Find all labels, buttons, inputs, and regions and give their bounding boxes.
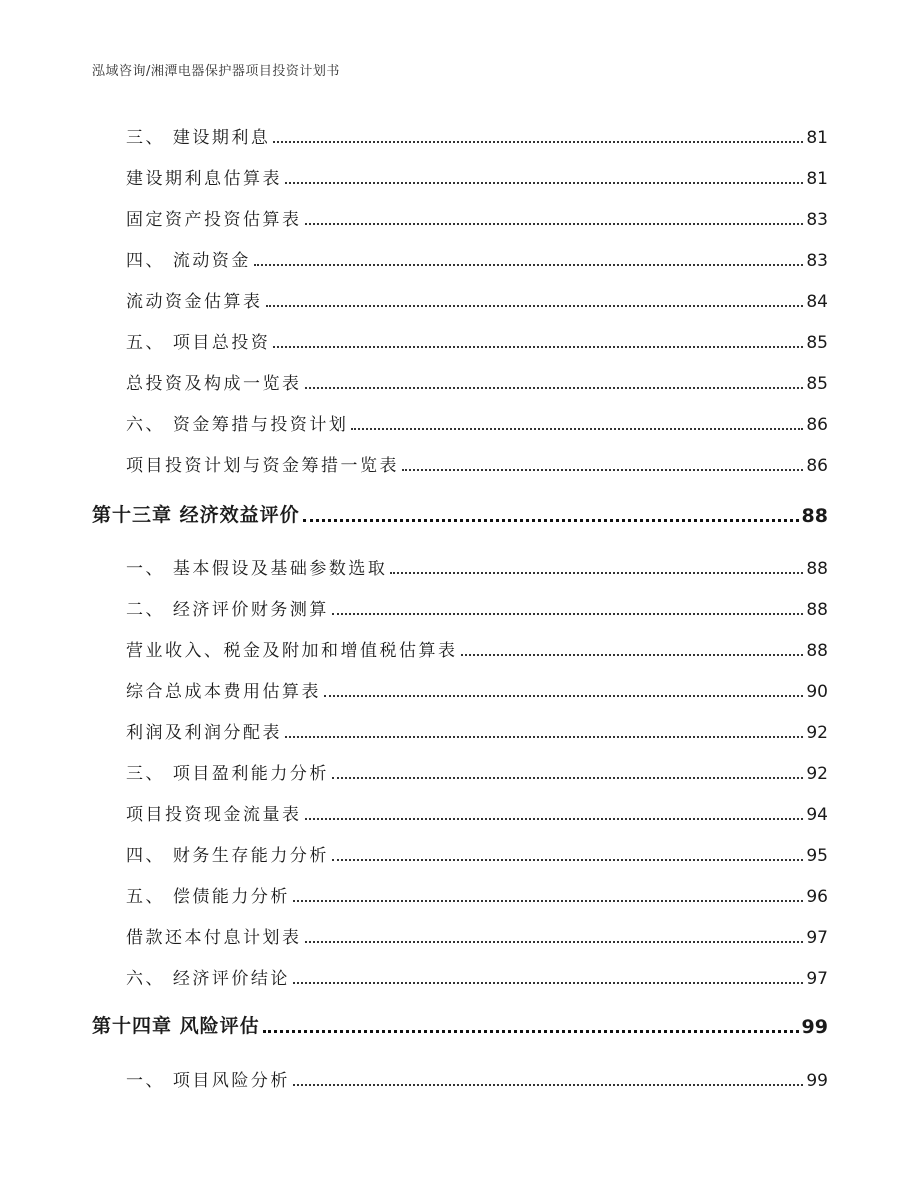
toc-page-number: 81 [806, 169, 828, 189]
toc-label: 综合总成本费用估算表 [126, 682, 321, 702]
dot-leader [305, 941, 804, 943]
toc-chapter-entry[interactable] [0, 1010, 920, 1038]
dot-leader [273, 346, 803, 348]
toc-label: 五、 项目总投资 [126, 333, 271, 353]
dot-leader [285, 736, 803, 738]
dot-leader [324, 695, 803, 697]
toc-chapter-label: 第十四章 风险评估 [92, 1015, 260, 1037]
toc-label: 二、 经济评价财务测算 [126, 600, 329, 620]
toc-entry[interactable] [0, 756, 920, 784]
toc-page-number: 83 [806, 251, 828, 271]
toc-label: 四、 流动资金 [126, 251, 251, 271]
toc-page-number: 88 [806, 559, 828, 579]
toc-entry[interactable] [0, 633, 920, 661]
toc-label: 四、 财务生存能力分析 [126, 846, 329, 866]
toc-entry[interactable] [0, 366, 920, 394]
dot-leader [332, 859, 803, 861]
toc-label: 六、 资金筹措与投资计划 [126, 415, 349, 435]
toc-label: 一、 项目风险分析 [126, 1071, 290, 1091]
toc-label: 固定资产投资估算表 [126, 210, 302, 230]
toc-entry[interactable] [0, 120, 920, 148]
toc-page-number: 99 [801, 1016, 828, 1038]
toc-entry[interactable] [0, 161, 920, 189]
toc-label: 流动资金估算表 [126, 292, 263, 312]
dot-leader [461, 654, 804, 656]
toc-chapter-label: 第十三章 经济效益评价 [92, 504, 300, 526]
toc-page-number: 86 [806, 415, 828, 435]
toc-page-number: 84 [806, 292, 828, 312]
dot-leader [390, 572, 803, 574]
toc-page-number: 97 [806, 969, 828, 989]
toc-entry[interactable] [0, 715, 920, 743]
dot-leader [263, 1030, 799, 1033]
dot-leader [303, 519, 799, 522]
toc-page-number: 88 [806, 600, 828, 620]
toc-entry[interactable] [0, 202, 920, 230]
dot-leader [293, 1084, 803, 1086]
toc-entry[interactable] [0, 592, 920, 620]
dot-leader [351, 428, 803, 430]
toc-entry[interactable] [0, 920, 920, 948]
toc-entry[interactable] [0, 243, 920, 271]
toc-entry[interactable] [0, 838, 920, 866]
dot-leader [266, 305, 804, 307]
toc-label: 总投资及构成一览表 [126, 374, 302, 394]
dot-leader [254, 264, 803, 266]
toc-label: 五、 偿债能力分析 [126, 887, 290, 907]
dot-leader [293, 982, 803, 984]
dot-leader [305, 387, 804, 389]
toc-entry[interactable] [0, 961, 920, 989]
dot-leader [273, 141, 803, 143]
toc-entry[interactable] [0, 551, 920, 579]
toc-page-number: 92 [806, 764, 828, 784]
toc-entry[interactable] [0, 879, 920, 907]
toc-entry[interactable] [0, 797, 920, 825]
toc-label: 建设期利息估算表 [126, 169, 282, 189]
toc-label: 项目投资现金流量表 [126, 805, 302, 825]
toc-page-number: 99 [806, 1071, 828, 1091]
dot-leader [332, 777, 803, 779]
toc-label: 三、 项目盈利能力分析 [126, 764, 329, 784]
toc-label: 六、 经济评价结论 [126, 969, 290, 989]
toc-entry[interactable] [0, 325, 920, 353]
toc-page-number: 88 [806, 641, 828, 661]
toc-entry[interactable] [0, 407, 920, 435]
toc-page-number: 96 [806, 887, 828, 907]
dot-leader [285, 182, 803, 184]
dot-leader [293, 900, 803, 902]
toc-label: 三、 建设期利息 [126, 128, 271, 148]
toc-label: 借款还本付息计划表 [126, 928, 302, 948]
toc-page-number: 85 [806, 374, 828, 394]
toc-entry[interactable] [0, 448, 920, 476]
toc-label: 营业收入、税金及附加和增值税估算表 [126, 641, 458, 661]
toc-page-number: 90 [806, 682, 828, 702]
toc-entry[interactable] [0, 284, 920, 312]
toc-page-number: 85 [806, 333, 828, 353]
dot-leader [305, 223, 804, 225]
toc-entry[interactable] [0, 1063, 920, 1091]
dot-leader [332, 613, 803, 615]
dot-leader [305, 818, 804, 820]
toc-page-number: 97 [806, 928, 828, 948]
toc-page-number: 88 [801, 505, 828, 527]
toc-page-number: 81 [806, 128, 828, 148]
toc-page-number: 83 [806, 210, 828, 230]
dot-leader [402, 469, 803, 471]
toc-chapter-entry[interactable] [0, 499, 920, 527]
toc-label: 一、 基本假设及基础参数选取 [126, 559, 388, 579]
toc-page-number: 86 [806, 456, 828, 476]
toc-page-number: 92 [806, 723, 828, 743]
toc-page-number: 94 [806, 805, 828, 825]
toc-page-number: 95 [806, 846, 828, 866]
page-header: 泓域咨询/湘潭电器保护器项目投资计划书 [92, 64, 340, 79]
toc-label: 利润及利润分配表 [126, 723, 282, 743]
toc-label: 项目投资计划与资金筹措一览表 [126, 456, 399, 476]
toc-entry[interactable] [0, 674, 920, 702]
